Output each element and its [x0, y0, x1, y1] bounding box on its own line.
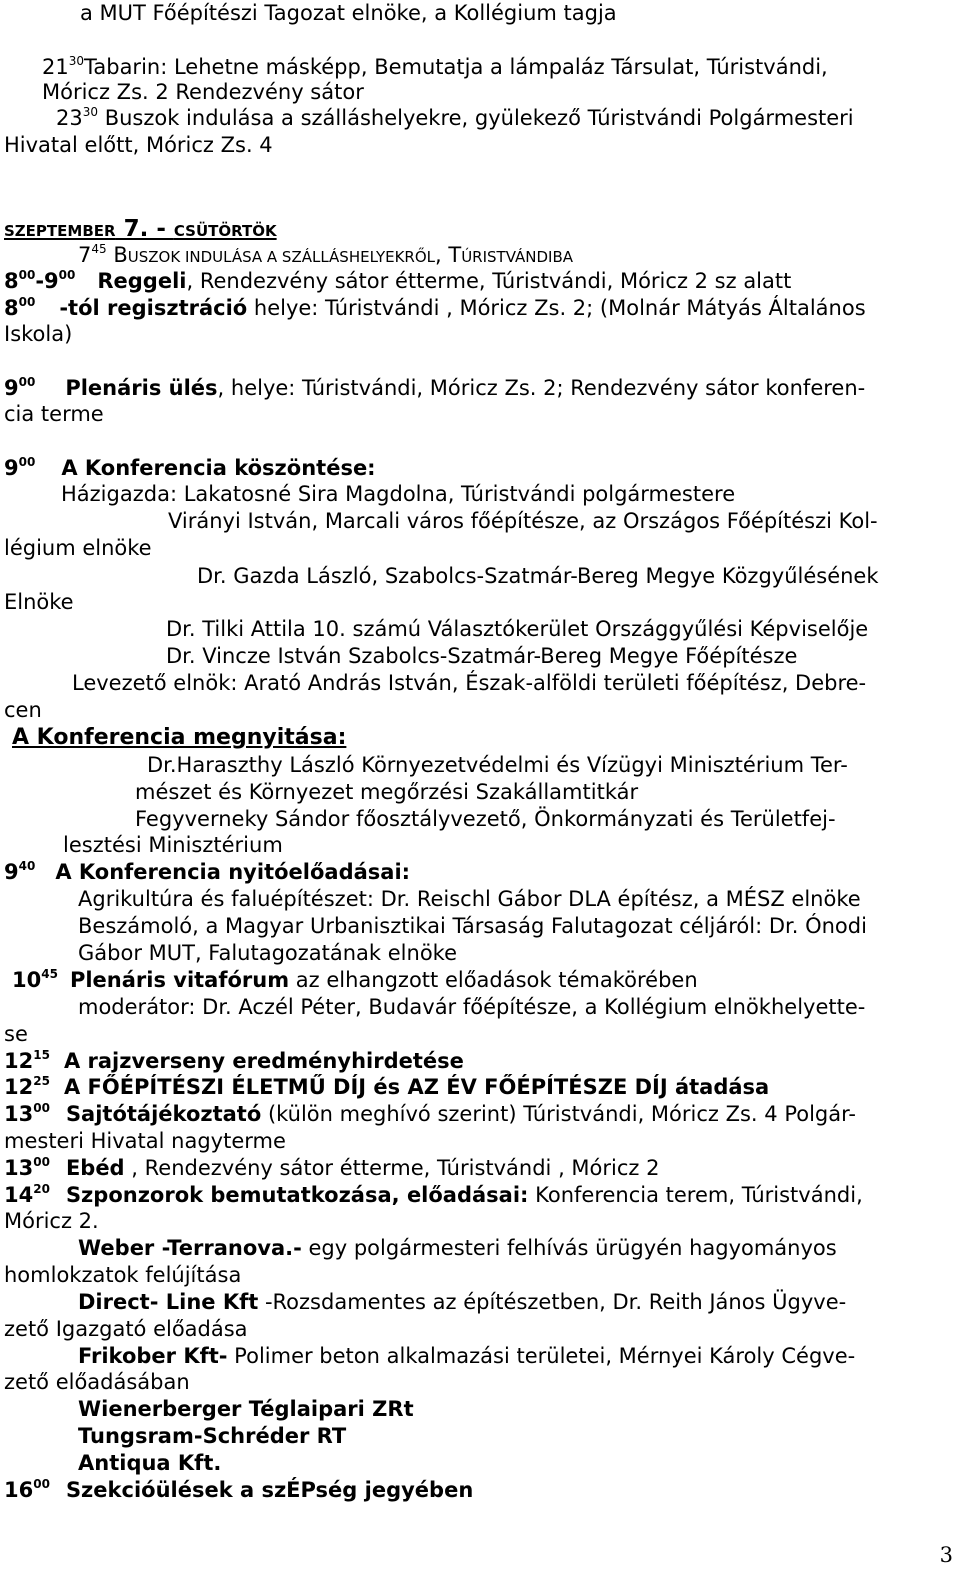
text-line: se: [4, 1022, 28, 1046]
schedule-item: $10^{45}$ Plenáris vitafórum az elhangzott előadások témakörében: [12, 967, 698, 992]
text-line: cia terme: [4, 402, 104, 426]
text-line: Dr.Haraszthy László Környezetvédelmi és Vízügyi Minisztérium Ter-: [147, 753, 848, 777]
section-heading: A Konferencia megnyitása:: [12, 725, 347, 750]
text-line: Hivatal előtt, Móricz Zs. 4: [4, 133, 273, 157]
text-line: a MUT Főépítészi Tagozat elnöke, a Kollégium tagja: [80, 1, 617, 25]
schedule-item: $9^{00}$ A Konferencia köszöntése:: [4, 455, 376, 480]
schedule-item: $9^{00}$ Plenáris ülés, helye: Túristvándi, Móricz Zs. 2; Rendezvény sátor konferen-: [4, 375, 866, 400]
text-line: Beszámoló, a Magyar Urbanisztikai Társaság Falutagozat céljáról: Dr. Ónodi: [78, 914, 867, 938]
schedule-item: $14^{20}$ Szponzorok bemutatkozása, előadásai: Konferencia terem, Túristvándi,: [4, 1182, 863, 1207]
text-line: Gábor MUT, Falutagozatának elnöke: [78, 941, 457, 965]
text-line: Elnöke: [4, 590, 74, 614]
sponsor-item: Tungsram-Schréder RT: [78, 1424, 347, 1448]
text-line: Dr. Tilki Attila 10. számú Választókerület Országgyűlési Képviselője: [166, 617, 869, 641]
page-number: 3: [939, 1543, 953, 1567]
text-line: mészet és Környezet megőrzési Szakállamtitkár: [135, 780, 639, 804]
text-line: Móricz Zs. 2 Rendezvény sátor: [42, 80, 364, 104]
text-line: homlokzatok felújítása: [4, 1263, 242, 1287]
text-line: $7^{45}$ BUSZOK INDULÁSA A SZÁLLÁSHELYEKRŐL, TÚRISTVÁNDIBA: [78, 242, 574, 267]
schedule-item: $12^{15}$ A rajzverseny eredményhirdetése: [4, 1048, 464, 1073]
text-line: Agrikultúra és faluépítészet: Dr. Reischl Gábor DLA építész, a MÉSZ elnöke: [78, 887, 861, 911]
day-heading: SZEPTEMBER 7. - CSÜTÖRTÖK: [4, 216, 277, 242]
text-line: $21^{30}Tabarin$: Lehetne másképp, Bemutatja a lámpaláz Társulat, Túristvándi,: [42, 54, 828, 79]
schedule-item: $16^{00}$ Szekcióülések a szÉPség jegyében: [4, 1477, 474, 1502]
text-line: Házigazda: Lakatosné Sira Magdolna, Túristvándi polgármestere: [61, 482, 736, 506]
sponsor-item: Weber -Terranova.- egy polgármesteri felhívás ürügyén hagyományos: [78, 1236, 837, 1260]
text-line: moderátor: Dr. Aczél Péter, Budavár főépítésze, a Kollégium elnökhelyette-: [78, 995, 866, 1019]
schedule-item: $8^{00}$ -tól regisztráció helye: Túristvándi , Móricz Zs. 2; (Molnár Mátyás Általános: [4, 295, 866, 320]
text-line: zető Igazgató előadása: [4, 1317, 248, 1341]
text-line: Dr. Vincze István Szabolcs-Szatmár-Bereg Megye Főépítésze: [166, 644, 798, 668]
text-line: Levezető elnök: Arató András István, Észak-alföldi területi főépítész, Debre-: [72, 671, 867, 695]
text-line: Dr. Gazda László, Szabolcs-Szatmár-Bereg Megye Közgyűlésének: [197, 564, 879, 588]
schedule-item: $8^{00}-9^{00}$ Reggeli, Rendezvény sátor étterme, Túristvándi, Móricz 2 sz alatt: [4, 268, 792, 293]
schedule-item: $12^{25}$ A FŐÉPÍTÉSZI ÉLETMŰ DÍJ és AZ ÉV FŐÉPÍTÉSZE DÍJ átadása: [4, 1074, 770, 1099]
schedule-item: $9^{40}$ A Konferencia nyitóelőadásai:: [4, 859, 411, 884]
schedule-item: $13^{00}$ Sajtótájékoztató (külön meghívó szerint) Túristvándi, Móricz Zs. 4 Polgár-: [4, 1101, 856, 1126]
sponsor-item: Wienerberger Téglaipari ZRt: [78, 1397, 414, 1421]
text-line: légium elnöke: [4, 536, 152, 560]
text-line: $23^{30}$ Buszok indulása a szálláshelyekre, gyülekező Túristvándi Polgármesteri: [56, 105, 854, 130]
sponsor-item: Antiqua Kft.: [78, 1451, 222, 1475]
text-line: lesztési Minisztérium: [63, 833, 283, 857]
text-line: Virányi István, Marcali város főépítésze, az Országos Főépítészi Kol-: [168, 509, 878, 533]
text-line: zető előadásában: [4, 1370, 190, 1394]
schedule-item: $13^{00}$ Ebéd , Rendezvény sátor étterme, Túristvándi , Móricz 2: [4, 1155, 660, 1180]
text-line: Móricz 2.: [4, 1209, 99, 1233]
text-line: Fegyverneky Sándor főosztályvezető, Önkormányzati és Területfej-: [135, 807, 836, 831]
text-line: mesteri Hivatal nagyterme: [4, 1129, 286, 1153]
text-line: Iskola): [4, 322, 73, 346]
sponsor-item: Frikober Kft- Polimer beton alkalmazási területei, Mérnyei Károly Cégve-: [78, 1344, 856, 1368]
text-line: cen: [4, 698, 42, 722]
sponsor-item: Direct- Line Kft -Rozsdamentes az építészetben, Dr. Reith János Ügyve-: [78, 1290, 847, 1314]
